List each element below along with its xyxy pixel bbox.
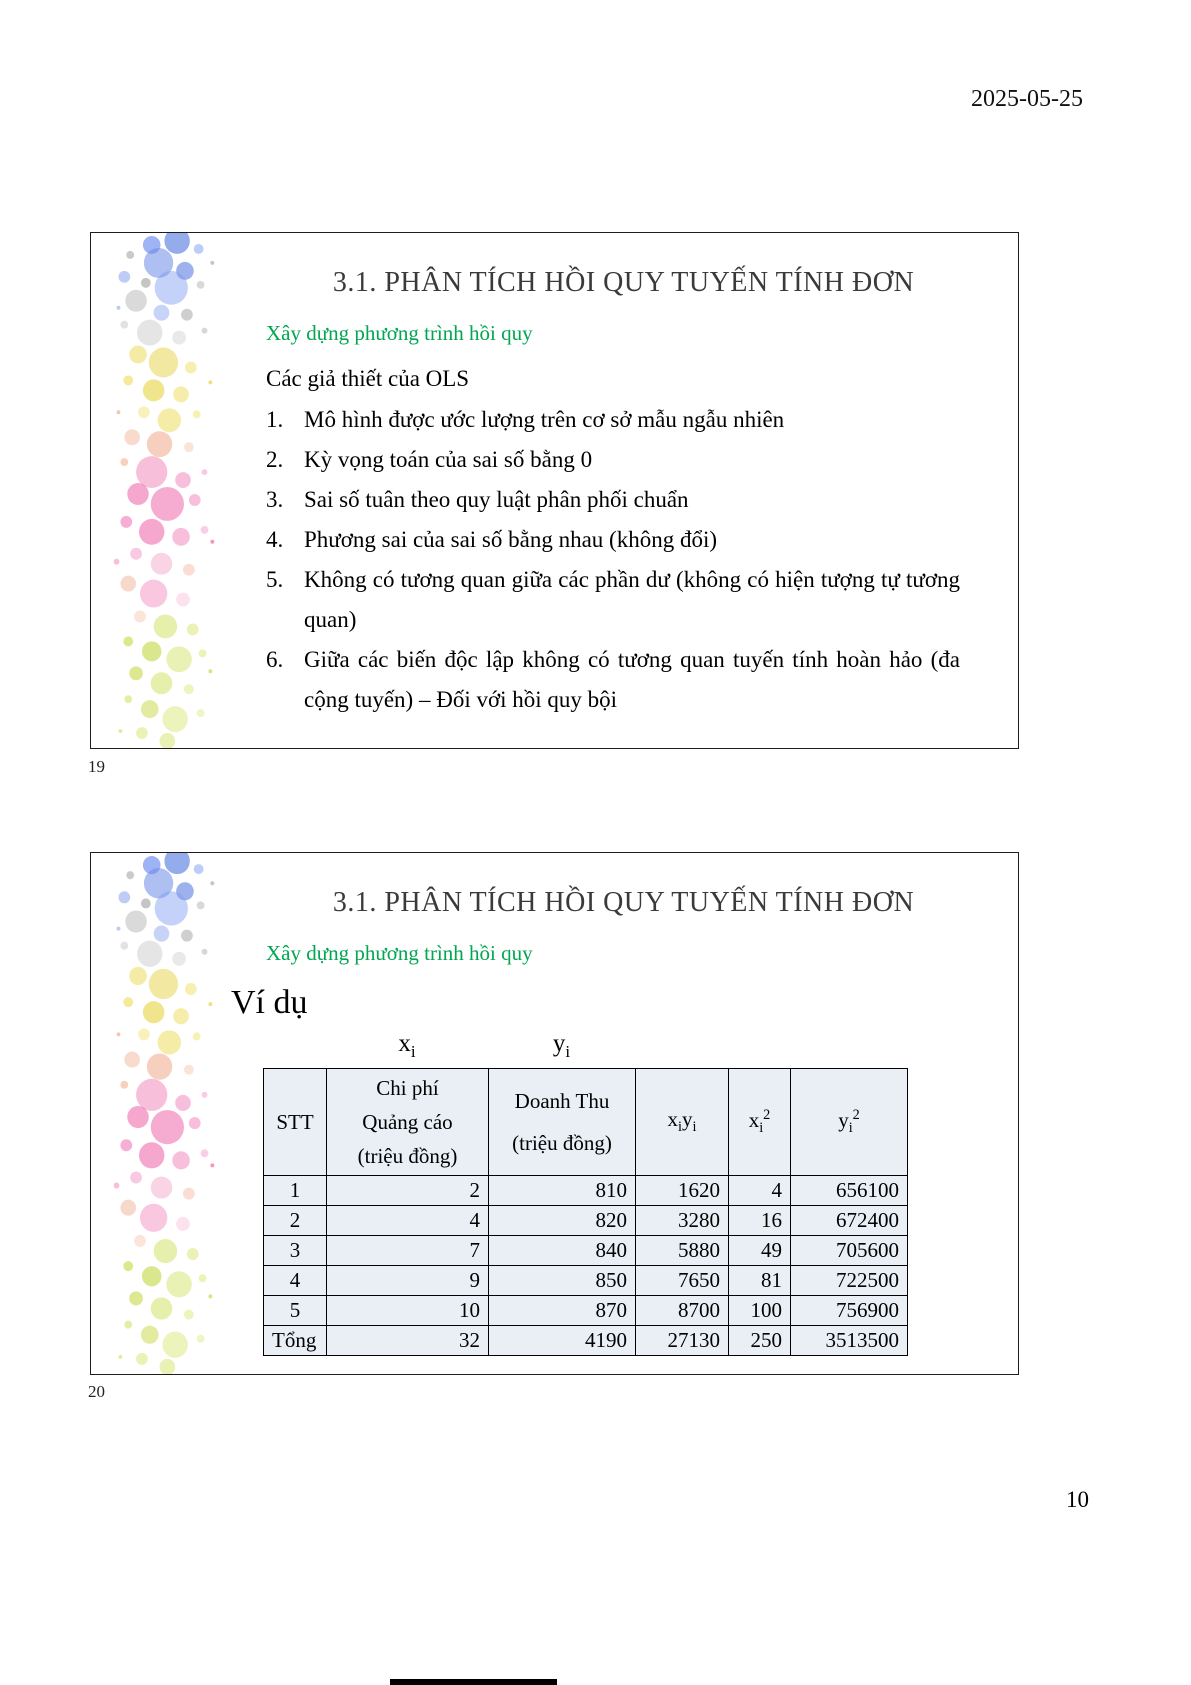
header-chi-phi: Chi phí Quảng cáo (triệu đồng) [327, 1069, 489, 1176]
table-cell: 7 [327, 1236, 489, 1266]
slide-title: 3.1. PHÂN TÍCH HỒI QUY TUYẾN TÍNH ĐƠN [332, 887, 915, 918]
table-cell: 9 [327, 1266, 489, 1296]
header-yi-squared: $y_i^2$ [791, 1069, 908, 1176]
table-cell: 850 [489, 1266, 636, 1296]
item-text: Giữa các biến độc lập không có tương quan tuyến tính hoàn hảo (đa cộng tuyến) – Đối với hồi quy bội [304, 647, 960, 712]
table-cell: 656100 [791, 1176, 908, 1206]
list-item [266, 520, 960, 560]
date-header: 2025-05-25 [971, 86, 1083, 112]
table-cell: 722500 [791, 1266, 908, 1296]
y-column-label: $y_i$ [552, 1030, 571, 1061]
item-marker: 4. [266, 527, 284, 552]
table-cell: 16 [729, 1206, 791, 1236]
slide-20 [90, 852, 1019, 1375]
slide-title: 3.1. PHÂN TÍCH HỒI QUY TUYẾN TÍNH ĐƠN [332, 267, 915, 298]
table-row [264, 1236, 908, 1266]
table-total-row [264, 1326, 908, 1356]
table-cell: 8700 [636, 1296, 729, 1326]
table-cell: 4 [264, 1266, 327, 1296]
example-label: Ví dụ [231, 984, 308, 1021]
table-cell: 4 [729, 1176, 791, 1206]
table-cell: 32 [327, 1326, 489, 1356]
table-cell: 10 [327, 1296, 489, 1326]
list-item [266, 560, 960, 640]
table-cell: 3513500 [791, 1326, 908, 1356]
table-cell: 5 [264, 1296, 327, 1326]
x-column-label: $x_i$ [398, 1030, 416, 1061]
header-xi-squared: $x_i^2$ [729, 1069, 791, 1176]
table-cell: 2 [264, 1206, 327, 1236]
table-cell: 672400 [791, 1206, 908, 1236]
table-cell: 840 [489, 1236, 636, 1266]
bubbles-decoration [95, 233, 227, 748]
table-cell: 100 [729, 1296, 791, 1326]
table-cell: 705600 [791, 1236, 908, 1266]
column-variable-labels [263, 1030, 907, 1064]
table-cell: 81 [729, 1266, 791, 1296]
slide-subtitle: Xây dựng phương trình hồi quy [266, 941, 533, 965]
ols-assumptions-list [266, 400, 960, 720]
table-cell: 810 [489, 1176, 636, 1206]
item-marker: 1. [266, 407, 284, 432]
ols-heading: Các giả thiết của OLS [266, 366, 470, 391]
table-cell: 27130 [636, 1326, 729, 1356]
table-cell: 4190 [489, 1326, 636, 1356]
item-marker: 3. [266, 487, 284, 512]
list-item [266, 400, 960, 440]
slide-subtitle: Xây dựng phương trình hồi quy [266, 321, 533, 345]
table-row [264, 1206, 908, 1236]
table-cell: Tổng [264, 1326, 327, 1356]
bubbles-decoration [95, 853, 227, 1374]
table-cell: 4 [327, 1206, 489, 1236]
page-number: 10 [1066, 1487, 1089, 1512]
item-text: Không có tương quan giữa các phần dư (không có hiện tượng tự tương quan) [304, 567, 960, 632]
slide-number-20: 20 [88, 1382, 105, 1401]
table-row [264, 1266, 908, 1296]
item-marker: 2. [266, 447, 284, 472]
table-cell: 3 [264, 1236, 327, 1266]
table-row [264, 1176, 908, 1206]
table-cell: 250 [729, 1326, 791, 1356]
table-cell: 1620 [636, 1176, 729, 1206]
item-text: Sai số tuân theo quy luật phân phối chuẩn [304, 487, 689, 512]
table-header-row [264, 1069, 908, 1176]
list-item [266, 440, 960, 480]
table-cell: 49 [729, 1236, 791, 1266]
slide-19 [90, 232, 1019, 749]
header-xiyi: $x_iy_i$ [636, 1069, 729, 1176]
footer-bar [390, 1679, 557, 1685]
table-cell: 2 [327, 1176, 489, 1206]
item-text: Kỳ vọng toán của sai số bằng 0 [304, 447, 593, 472]
table-cell: 1 [264, 1176, 327, 1206]
table-cell: 756900 [791, 1296, 908, 1326]
table-cell: 7650 [636, 1266, 729, 1296]
table-row [264, 1296, 908, 1326]
table-cell: 5880 [636, 1236, 729, 1266]
list-item [266, 480, 960, 520]
table-cell: 870 [489, 1296, 636, 1326]
table-cell: 820 [489, 1206, 636, 1236]
item-text: Mô hình được ước lượng trên cơ sở mẫu ngẫu nhiên [304, 407, 785, 432]
list-item [266, 640, 960, 720]
item-marker: 6. [266, 647, 284, 672]
item-marker: 5. [266, 567, 284, 592]
slide-number-19: 19 [88, 757, 105, 776]
example-data-table [263, 1068, 908, 1356]
table-cell: 3280 [636, 1206, 729, 1236]
header-doanh-thu: Doanh Thu (triệu đồng) [489, 1069, 636, 1176]
item-text: Phương sai của sai số bằng nhau (không đổi) [304, 527, 718, 552]
header-stt: STT [264, 1069, 327, 1176]
